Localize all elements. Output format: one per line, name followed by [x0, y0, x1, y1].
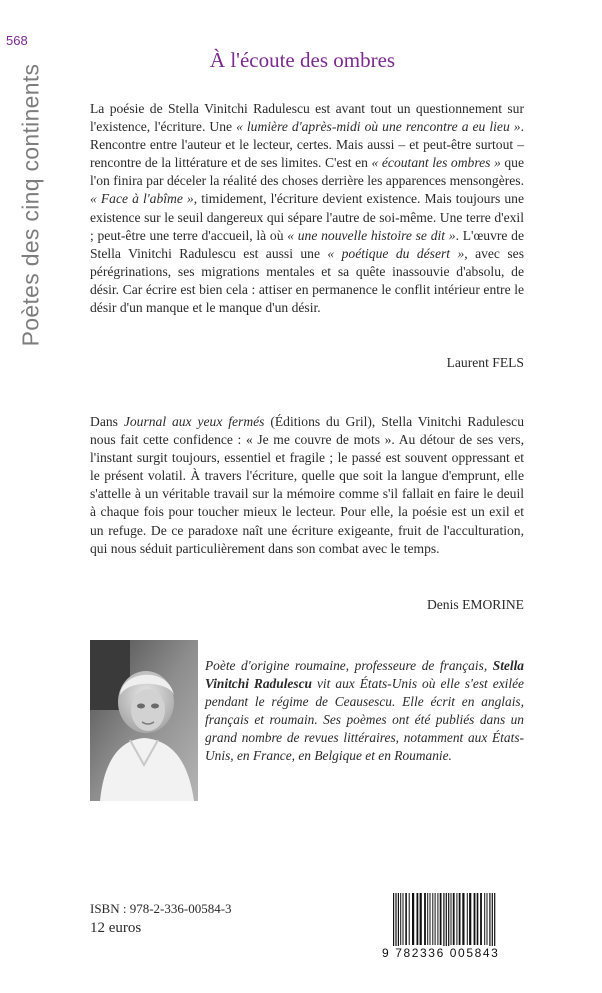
barcode-bar	[480, 893, 482, 945]
series-title: Poètes des cinq continents	[17, 63, 44, 347]
bio-run-1: Stella Vinitchi Radulescu	[205, 658, 524, 691]
barcode-bar	[440, 893, 442, 945]
review-paragraph-1	[90, 100, 524, 317]
barcode-bar	[443, 893, 444, 953]
barcode-bar	[492, 893, 493, 953]
review-author-1: Laurent FELS	[446, 355, 524, 370]
review-author-2: Denis EMORINE	[426, 597, 524, 612]
review1-run-1: « lumière d'après-midi où une rencontre a eu lieu »	[236, 119, 521, 135]
barcode-bar	[412, 893, 414, 945]
review1-run-0: La poésie de Stella Vinitchi Radulescu est avant tout un questionnement sur l'existence, l'écriture. Une	[90, 101, 524, 135]
barcode-bar	[405, 893, 407, 945]
barcode-bar	[474, 893, 476, 945]
author-biography	[205, 657, 524, 764]
review-paragraph-2	[90, 413, 524, 558]
author-portrait-image	[90, 640, 198, 801]
review2-run-2: (Éditions du Gril), Stella Vinitchi Radulescu nous fait cette confidence : « Je me couvre de mots ». Au détour de ses vers, l'instant surgit toujours, essentiel et fragile ; le passé est souvent oppressant et le présent volatil. À travers l'écriture, quelle que soit la langue d'emprunt, elle s'attelle à un véritable travail sur la mémoire comme s'il fallait en faire le deuil à chaque fois pour toucher mieux le lecteur. Pour elle, la poésie est un exil et un refuge. De ce paradoxe naît une écriture exigeante, fruit de l'acculturation, qui nous séduit particulièrement dans son combat avec le temps.	[90, 414, 524, 556]
barcode-bar	[487, 893, 488, 945]
barcode-bar	[453, 893, 455, 945]
barcode-bar	[427, 893, 428, 945]
barcode-bar	[435, 893, 436, 945]
barcode-bar	[451, 893, 452, 945]
barcode-bar	[448, 893, 449, 953]
review2-run-0: Dans	[90, 414, 124, 429]
barcode-bar	[430, 893, 431, 945]
review1-run-9: « poétique du désert »	[327, 245, 465, 261]
review1-run-3: « écoutant les ombres »	[371, 155, 501, 171]
barcode-bar	[393, 893, 394, 953]
barcode-bar	[456, 893, 457, 945]
review1-run-10: , avec ses pérégrinations, ses migrations mentales et sa quête inassouvie d'absolu, de désir. Car écrire est bien cela : attiser en permanence le conflit intérieur entre le désir d'un manque et le manque d'un désir.	[90, 245, 524, 316]
review1-run-8: . L'œuvre de Stella Vinitchi Radulescu est aussi une	[90, 227, 524, 261]
barcode-bar	[437, 893, 438, 945]
review1-run-6: , timidement, l'écriture devient existence. Mais toujours une existence sur le seuil dangereux qui sépare l'autre de soi-même. Une terre d'exil ; peut-être une terre d'accueil, là où	[90, 191, 524, 243]
review2-run-1: Journal aux yeux fermés	[123, 414, 265, 429]
barcode-number: 9 782336 005843	[382, 946, 529, 960]
barcode-bar	[395, 893, 396, 953]
barcode-bar	[446, 893, 447, 953]
barcode-bar	[467, 893, 468, 945]
barcode-bar	[409, 893, 410, 945]
barcode-bar	[484, 893, 485, 945]
barcode-bar	[403, 893, 404, 945]
series-number: 568	[6, 33, 28, 48]
book-title: À l'écoute des ombres	[209, 48, 396, 72]
barcode-bar	[424, 893, 426, 945]
barcode-bar	[494, 893, 495, 953]
barcode-bar	[420, 893, 422, 945]
barcode-bar	[398, 893, 399, 953]
price: 12 euros	[90, 920, 142, 936]
barcode-bar	[489, 893, 490, 953]
author-photo	[90, 640, 198, 801]
barcode-bar	[432, 893, 433, 945]
isbn: ISBN : 978-2-336-00584-3	[90, 901, 232, 916]
barcode-bar	[400, 893, 401, 945]
bio-run-2: vit aux États-Unis où elle s'est exilée pendant le régime de Ceausescu. Elle écrit en anglais, français et roumain. Ses poèmes ont été publiés dans un grand nombre de revues littéraires, notamment aux États-Unis, en France, en Belgique et en Roumanie.	[205, 675, 524, 763]
bio-run-0: Poète d'origine roumaine, professeure de français,	[205, 658, 493, 673]
barcode-bar	[469, 893, 471, 945]
review1-run-4: que l'on finira par déceler la réalité des choses derrière les apparences mensongères.	[90, 155, 525, 189]
review1-run-7: « une nouvelle histoire se dit »	[287, 227, 456, 243]
barcode-bar	[462, 893, 464, 945]
barcode-bar	[459, 893, 461, 945]
review1-run-5: « Face à l'abîme »	[90, 191, 194, 207]
barcode-bar	[477, 893, 479, 945]
barcode-bar	[417, 893, 419, 945]
review1-run-2: . Rencontre entre l'auteur et le lecteur, certes. Mais aussi – et peut-être surtout – rencontre de la littérature et de ses limites. C'est en	[90, 119, 524, 171]
